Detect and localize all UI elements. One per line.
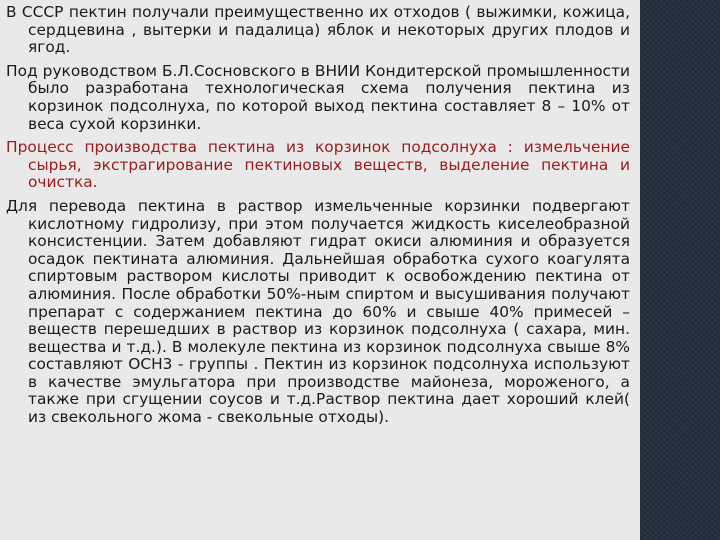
decorative-side-panel [640,0,720,540]
paragraph-pectin-sources: В СССР пектин получали преимущественно их отходов ( выжимки, кожица, сердцевина , вытерки и падалица) яблок и некоторых других плодов и ягод. [6,3,630,57]
paragraph-sosnovsky-scheme: Под руководством Б.Л.Сосновского в ВНИИ Кондитерской промышленности было разработана технологическая схема получения пектина из корзинок подсолнуха, по которой выход пектина составляет 8 – 10% от веса сухой корзинки. [6,61,630,133]
paragraph-production-process: Процесс производства пектина из корзинок подсолнуха : измельчение сырья, экстрагирование пектиновых веществ, выделение пектина и очистка. [6,138,630,192]
paragraph-hydrolysis-details: Для перевода пектина в раствор измельченные корзинки подвергают кислотному гидролизу, при этом получается жидкость киселеобразной консистенции. Затем добавляют гидрат окиси алюминия и образуется осадок пектината алюминия. Дальнейшая обработка сухого коагулята спиртовым раствором кислоты приводит к освобождению пектина от алюминия. После обработки 50%-ным спиртом и высушивания получают препарат с содержанием пектина до 60% и свыше 40% примесей – веществ перешедших в раствор из корзинок подсолнуха ( сахара, мин. вещества и т.д.). В молекуле пектина из корзинок подсолнуха свыше 8% составляют ОСН3 - группы . Пектин из корзинок подсолнуха используют в качестве эмульгатора при производстве майонеза, мороженого, а также при сгущении соусов и т.д.Раствор пектина дает хороший клей( из свекольного жома - свекольные отходы). [6,196,630,427]
slide-text-body [6,4,630,433]
